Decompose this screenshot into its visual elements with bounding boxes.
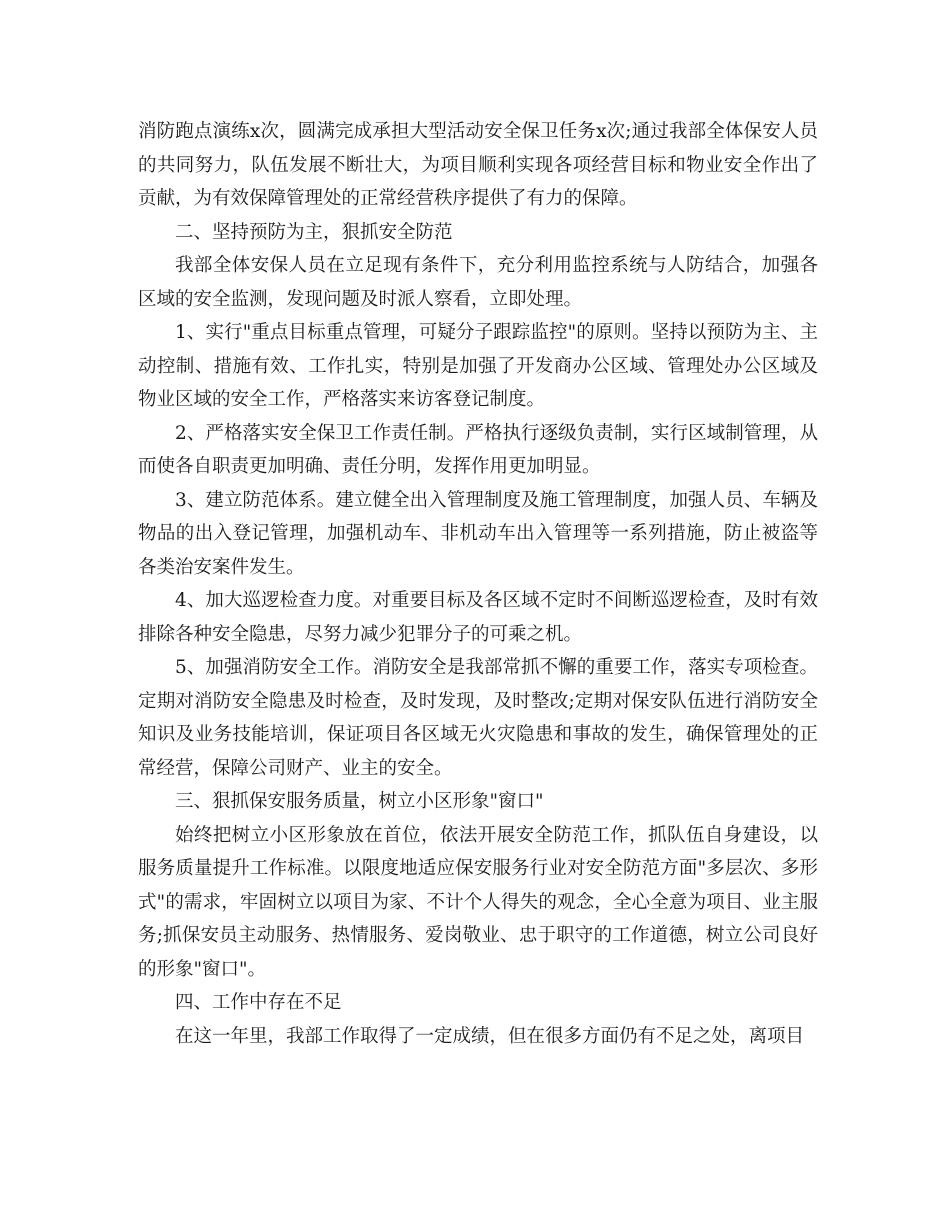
document-body (138, 115, 818, 1053)
paragraph-intro-continuation: 消防跑点演练x次，圆满完成承担大型活动安全保卫任务x次;通过我部全体保安人员的共同努力，队伍发展不断壮大，为项目顺利实现各项经营目标和物业安全作出了贡献，为有效保障管理处的正常经营秩序提供了有力的保障。 (138, 121, 818, 209)
paragraph-section-4-body: 在这一年里，我部工作取得了一定成绩，但在很多方面仍有不足之处，离项目 (175, 1025, 805, 1047)
paragraph-item-2: 2、严格落实安全保卫工作责任制。严格执行逐级负责制，实行区域制管理，从而使各自职责更加明确、责任分明，发挥作用更加明显。 (138, 422, 818, 477)
paragraph-item-5: 5、加强消防安全工作。消防安全是我部常抓不懈的重要工作，落实专项检查。定期对消防安全隐患及时检查，及时发现，及时整改;定期对保安队伍进行消防安全知识及业务技能培训，保证项目各区域无火灾隐患和事故的发生，确保管理处的正常经营，保障公司财产、业主的安全。 (138, 657, 818, 779)
paragraph-section-2-intro: 我部全体安保人员在立足现有条件下，充分利用监控系统与人防结合，加强各区域的安全监测，发现问题及时派人察看，立即处理。 (138, 255, 818, 310)
paragraph-item-4: 4、加大巡逻检查力度。对重要目标及各区域不定时不间断巡逻检查，及时有效排除各种安全隐患，尽努力减少犯罪分子的可乘之机。 (138, 590, 818, 645)
paragraph-item-1: 1、实行"重点目标重点管理，可疑分子跟踪监控"的原则。坚持以预防为主、主动控制、措施有效、工作扎实，特别是加强了开发商办公区域、管理处办公区域及物业区域的安全工作，严格落实来访客登记制度。 (138, 322, 818, 410)
heading-section-4: 四、工作中存在不足 (175, 992, 342, 1013)
paragraph-section-3-body: 始终把树立小区形象放在首位，依法开展安全防范工作，抓队伍自身建设，以服务质量提升工作标准。以限度地适应保安服务行业对安全防范方面"多层次、多形式"的需求，牢固树立以项目为家、不计个人得失的观念，全心全意为项目、业主服务;抓保安员主动服务、热情服务、爱岗敬业、忠于职守的工作道德，树立公司良好的形象"窗口"。 (138, 824, 818, 980)
paragraph-item-3: 3、建立防范体系。建立健全出入管理制度及施工管理制度，加强人员、车辆及物品的出入登记管理，加强机动车、非机动车出入管理等一系列措施，防止被盗等各类治安案件发生。 (138, 489, 818, 578)
heading-section-2: 二、坚持预防为主，狠抓安全防范 (175, 221, 453, 243)
heading-section-3: 三、狠抓保安服务质量，树立小区形象"窗口" (175, 791, 544, 812)
